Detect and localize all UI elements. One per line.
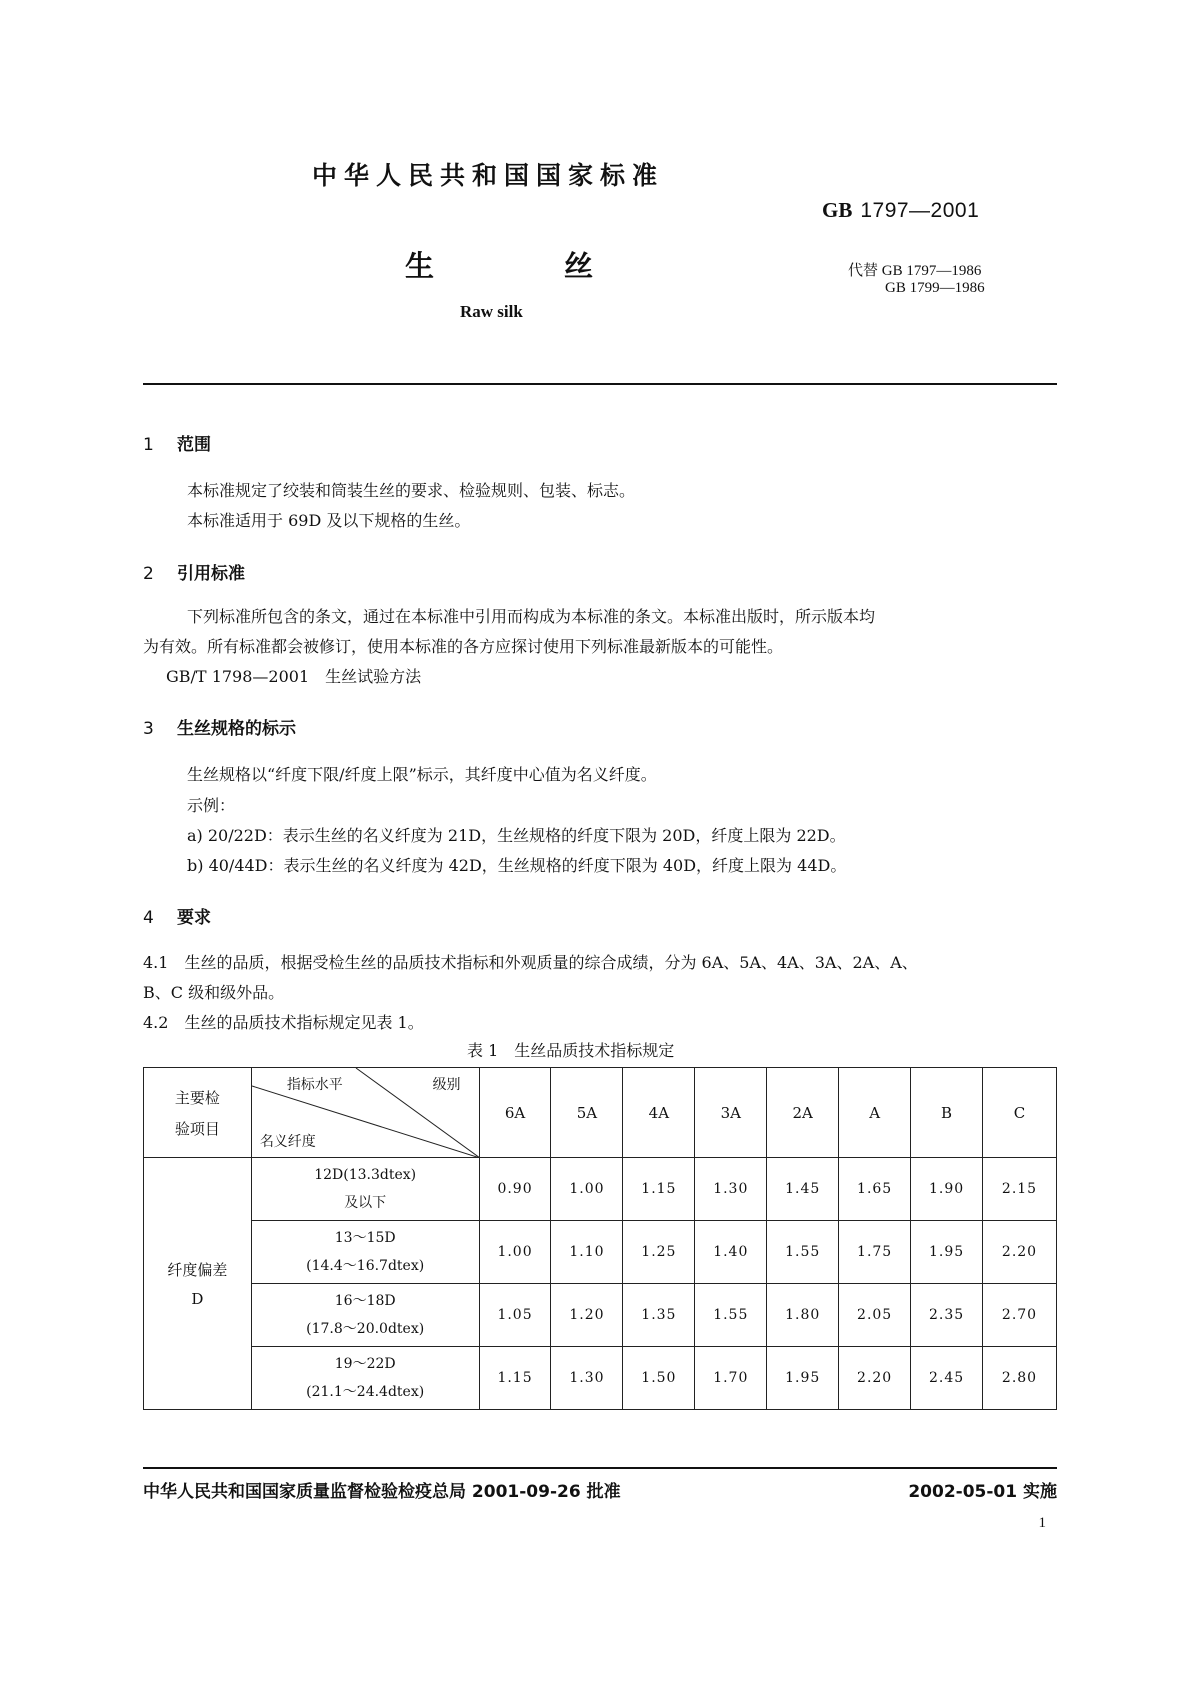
value-cell: 2.05 bbox=[839, 1284, 911, 1347]
replaces-block bbox=[848, 263, 985, 297]
grade-header: 2A bbox=[767, 1068, 839, 1158]
group-label-cell bbox=[144, 1158, 252, 1410]
section-number: 1 bbox=[143, 435, 154, 455]
spec-cell bbox=[251, 1221, 479, 1284]
example-item: b) 40/44D：表示生丝的名义纤度为 42D，生丝规格的纤度下限为 40D，纤度上限为 44D。 bbox=[187, 856, 847, 875]
value-cell: 1.15 bbox=[623, 1158, 695, 1221]
value-cell: 1.30 bbox=[551, 1347, 623, 1410]
spec-text: (17.8～20.0dtex) bbox=[306, 1321, 425, 1337]
section-number: 4 bbox=[143, 908, 154, 928]
spec-text: 13～15D bbox=[334, 1230, 396, 1246]
spec-cell bbox=[251, 1284, 479, 1347]
paragraph: 本标准规定了绞装和筒装生丝的要求、检验规则、包装、标志。 bbox=[187, 481, 636, 500]
table-row bbox=[144, 1347, 1057, 1410]
value-cell: 1.20 bbox=[551, 1284, 623, 1347]
spec-text: 16～18D bbox=[334, 1293, 396, 1309]
clause-4-1-cont: B、C 级和级外品。 bbox=[143, 983, 285, 1002]
diagonal-header-cell bbox=[251, 1068, 479, 1158]
value-cell: 1.55 bbox=[767, 1221, 839, 1284]
group-label-unit: D bbox=[191, 1290, 204, 1308]
table-row bbox=[144, 1284, 1057, 1347]
value-cell: 1.00 bbox=[479, 1221, 551, 1284]
header-text: 主要检 bbox=[174, 1088, 220, 1107]
spec-text: (21.1～24.4dtex) bbox=[306, 1384, 425, 1400]
table-header-row bbox=[144, 1068, 1057, 1158]
value-cell: 1.55 bbox=[695, 1284, 767, 1347]
title-cn-char-1: 生 bbox=[405, 249, 435, 283]
value-cell: 1.95 bbox=[767, 1347, 839, 1410]
value-cell: 1.35 bbox=[623, 1284, 695, 1347]
value-cell: 2.80 bbox=[983, 1347, 1057, 1410]
group-label: 纤度偏差 bbox=[167, 1261, 228, 1279]
section-title: 引用标准 bbox=[177, 564, 245, 584]
quality-index-table bbox=[143, 1067, 1057, 1410]
paragraph: 本标准适用于 69D 及以下规格的生丝。 bbox=[187, 511, 471, 530]
referenced-standard: GB/T 1798—2001 生丝试验方法 bbox=[166, 667, 422, 686]
spec-text: 及以下 bbox=[344, 1195, 387, 1211]
grade-header: 6A bbox=[479, 1068, 551, 1158]
grade-label: 级别 bbox=[432, 1077, 461, 1093]
value-cell: 2.20 bbox=[839, 1347, 911, 1410]
page-number: 1 bbox=[1038, 1515, 1046, 1531]
value-cell: 2.15 bbox=[983, 1158, 1057, 1221]
value-cell: 2.70 bbox=[983, 1284, 1057, 1347]
replaced-standard: GB 1799—1986 bbox=[885, 280, 985, 296]
paragraph: 示例： bbox=[187, 796, 236, 815]
section-heading-2 bbox=[143, 559, 245, 584]
replaced-standard: GB 1797—1986 bbox=[881, 263, 982, 279]
grade-header: A bbox=[839, 1068, 911, 1158]
value-cell: 1.80 bbox=[767, 1284, 839, 1347]
grade-header: 5A bbox=[551, 1068, 623, 1158]
section-number: 3 bbox=[143, 719, 154, 739]
table-row bbox=[144, 1221, 1057, 1284]
header-text: 验项目 bbox=[174, 1119, 220, 1138]
spec-cell bbox=[251, 1347, 479, 1410]
indicator-label: 指标水平 bbox=[286, 1077, 343, 1093]
grade-header: C bbox=[983, 1068, 1057, 1158]
value-cell: 1.40 bbox=[695, 1221, 767, 1284]
replaces-label: 代替 bbox=[848, 263, 879, 279]
section-title: 生丝规格的标示 bbox=[177, 719, 296, 739]
value-cell: 1.15 bbox=[479, 1347, 551, 1410]
title-cn-char-2: 丝 bbox=[564, 249, 594, 283]
spec-text: (14.4～16.7dtex) bbox=[306, 1258, 425, 1274]
nominal-denier-label: 名义纤度 bbox=[259, 1134, 316, 1150]
section-heading-4 bbox=[143, 903, 211, 928]
clause-4-1: 4.1 生丝的品质，根据受检生丝的品质技术指标和外观质量的综合成绩，分为 6A、5A、4A、3A、2A、A、 bbox=[143, 953, 918, 972]
value-cell: 2.35 bbox=[911, 1284, 983, 1347]
section-number: 2 bbox=[143, 564, 154, 584]
table-row bbox=[144, 1158, 1057, 1221]
section-title: 要求 bbox=[177, 908, 211, 928]
section-title: 范围 bbox=[177, 435, 211, 455]
grade-header: 4A bbox=[623, 1068, 695, 1158]
value-cell: 0.90 bbox=[479, 1158, 551, 1221]
main-item-header bbox=[144, 1068, 252, 1158]
header-divider bbox=[143, 383, 1057, 385]
code-prefix: GB bbox=[822, 198, 853, 222]
value-cell: 1.95 bbox=[911, 1221, 983, 1284]
title-english: Raw silk bbox=[460, 302, 523, 321]
value-cell: 1.65 bbox=[839, 1158, 911, 1221]
national-standard-heading: 中华人民共和国国家标准 bbox=[312, 161, 665, 190]
value-cell: 1.25 bbox=[623, 1221, 695, 1284]
value-cell: 1.10 bbox=[551, 1221, 623, 1284]
footer-divider bbox=[143, 1467, 1057, 1469]
value-cell: 1.30 bbox=[695, 1158, 767, 1221]
value-cell: 1.50 bbox=[623, 1347, 695, 1410]
spec-text: 19～22D bbox=[334, 1356, 396, 1372]
section-heading-1 bbox=[143, 430, 211, 455]
grade-header: 3A bbox=[695, 1068, 767, 1158]
value-cell: 1.45 bbox=[767, 1158, 839, 1221]
approval-statement: 中华人民共和国国家质量监督检验检疫总局 2001-09-26 批准 bbox=[143, 1482, 621, 1502]
clause-4-2: 4.2 生丝的品质技术指标规定见表 1。 bbox=[143, 1013, 424, 1032]
value-cell: 2.20 bbox=[983, 1221, 1057, 1284]
spec-cell bbox=[251, 1158, 479, 1221]
paragraph: 为有效。所有标准都会被修订，使用本标准的各方应探讨使用下列标准最新版本的可能性。 bbox=[143, 637, 784, 656]
paragraph: 生丝规格以“纤度下限/纤度上限”标示，其纤度中心值为名义纤度。 bbox=[187, 765, 657, 784]
effective-date: 2002-05-01 实施 bbox=[908, 1482, 1057, 1502]
value-cell: 1.70 bbox=[695, 1347, 767, 1410]
standard-code bbox=[822, 198, 979, 223]
code-number: 1797—2001 bbox=[860, 199, 980, 222]
value-cell: 1.05 bbox=[479, 1284, 551, 1347]
value-cell: 1.90 bbox=[911, 1158, 983, 1221]
example-item: a) 20/22D：表示生丝的名义纤度为 21D，生丝规格的纤度下限为 20D，纤度上限为 22D。 bbox=[187, 826, 846, 845]
spec-text: 12D(13.3dtex) bbox=[314, 1167, 417, 1183]
section-heading-3 bbox=[143, 714, 296, 739]
value-cell: 1.00 bbox=[551, 1158, 623, 1221]
value-cell: 1.75 bbox=[839, 1221, 911, 1284]
paragraph: 下列标准所包含的条文，通过在本标准中引用而构成为本标准的条文。本标准出版时，所示版本均 bbox=[187, 607, 876, 626]
grade-header: B bbox=[911, 1068, 983, 1158]
value-cell: 2.45 bbox=[911, 1347, 983, 1410]
table-caption: 表 1 生丝品质技术指标规定 bbox=[467, 1041, 675, 1060]
